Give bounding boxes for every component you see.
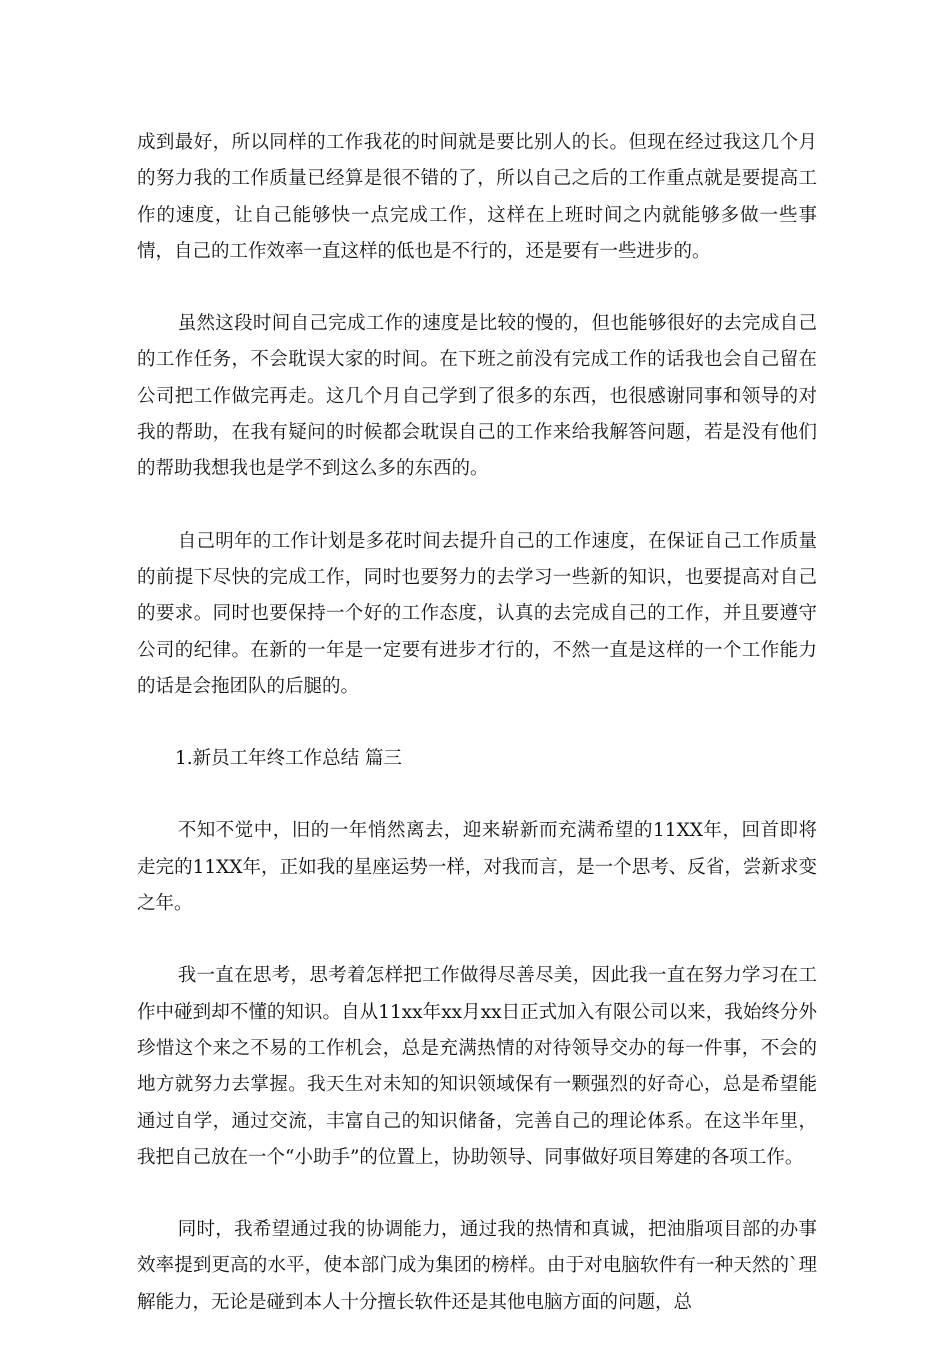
paragraph-continuation: 成到最好，所以同样的工作我花的时间就是要比别人的长。但现在经过我这几个月的努力我的工作质量已经算是很不错的了，所以自己之后的工作重点就是要提高工作的速度，让自己能够快一点完成工作，这样在上班时间之内就能够多做一些事情，自己的工作效率一直这样的低也是不行的，还是要有一些进步的。 [137,132,817,262]
paragraph-work-speed: 虽然这段时间自己完成工作的速度是比较的慢的，但也能够很好的去完成自己的工作任务，不会耽误大家的时间。在下班之前没有完成工作的话我也会自己留在公司把工作做完再走。这几个月自己学到了很多的东西，也很感谢同事和领导的对我的帮助，在我有疑问的时候都会耽误自己的工作来给我解答问题，若是没有他们的帮助我想我也是学不到这么多的东西的。 [137,313,817,480]
paragraph-next-year-plan: 自己明年的工作计划是多花时间去提升自己的工作速度，在保证自己工作质量的前提下尽快的完成工作，同时也要努力的去学习一些新的知识，也要提高对自己的要求。同时也要保持一个好的工作态度，认真的去完成自己的工作，并且要遵守公司的纪律。在新的一年是一定要有进步才行的，不然一直是这样的一个工作能力的话是会拖团队的后腿的。 [137,530,817,697]
paragraph-coordination: 同时，我希望通过我的协调能力，通过我的热情和真诚，把油脂项目部的办事效率提到更高的水平，使本部门成为集团的榜样。由于对电脑软件有一种天然的`理解能力，无论是碰到本人十分擅长软件还是其他电脑方面的问题，总 [137,1219,817,1313]
paragraph-learning: 我一直在思考，思考着怎样把工作做得尽善尽美，因此我一直在努力学习在工作中碰到却不懂的知识。自从11xx年xx月xx日正式加入有限公司以来，我始终分外珍惜这个来之不易的工作机会，总是充满热情的对待领导交办的每一件事，不会的地方就努力去掌握。我天生对未知的知识领域保有一颗强烈的好奇心，总是希望能通过自学，通过交流，丰富自己的知识储备，完善自己的理论体系。在这半年里，我把自己放在一个“小助手”的位置上，协助领导、同事做好项目筹建的各项工作。 [137,965,817,1168]
section-heading: 1.新员工年终工作总结 篇三 [175,748,403,770]
paragraph-year-review: 不知不觉中，旧的一年悄然离去，迎来崭新而充满希望的11XX年，回首即将走完的11XX年，正如我的星座运势一样，对我而言，是一个思考、反省，尝新求变之年。 [137,820,817,915]
document-body [137,125,817,1357]
